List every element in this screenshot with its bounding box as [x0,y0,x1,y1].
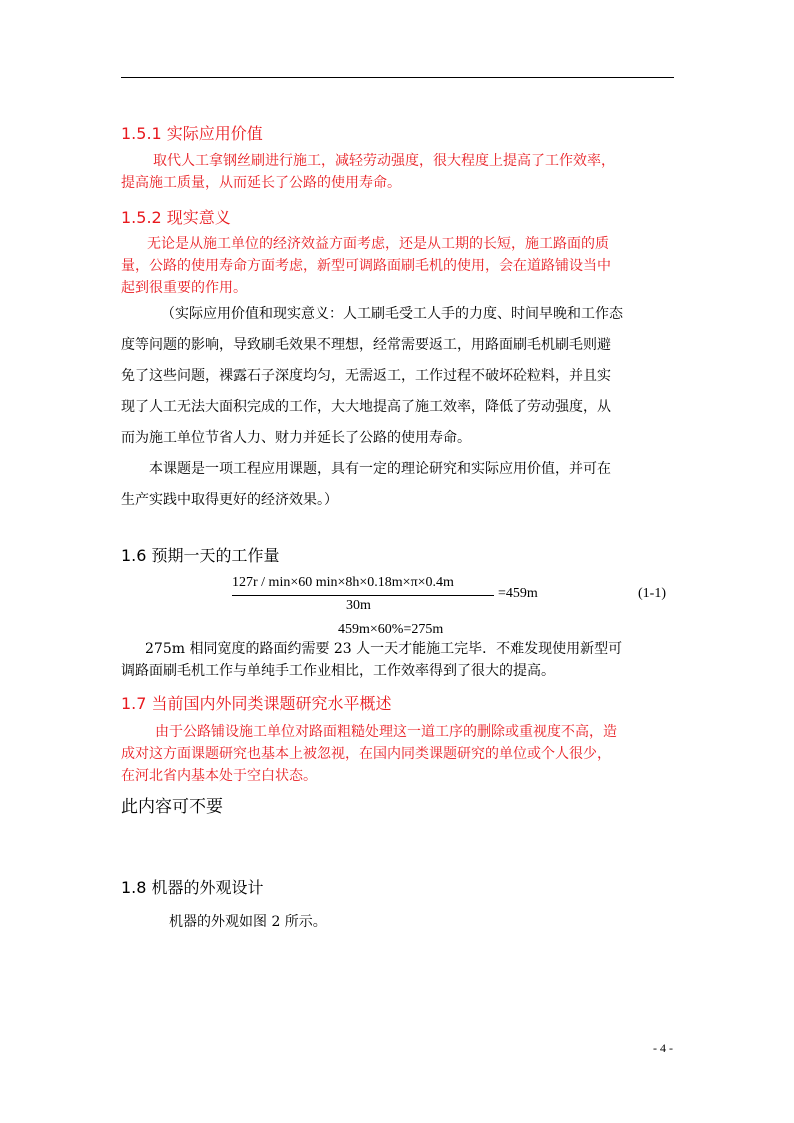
equation-result: =459m [498,586,538,601]
paragraph-note-2 [121,454,674,516]
fraction-bar [232,595,494,596]
paragraph-line: （实际应用价值和现实意义：人工刷毛受工人手的力度、时间早晚和工作态 [161,306,623,322]
paragraph-line: 取代人工拿钢丝刷进行施工，减轻劳动强度，很大程度上提高了工作效率， [153,153,615,169]
paragraph-line: 成对这方面课题研究也基本上被忽视，在国内同类课题研究的单位或个人很少， [121,746,611,762]
paragraph-real-significance [121,233,674,299]
paragraph-practical-value [121,150,674,194]
page-number: - 4 - [653,1041,673,1055]
paragraph-line: 本课题是一项工程应用课题，具有一定的理论研究和实际应用价值，并可在 [149,461,611,477]
paragraph-line: 由于公路铺设施工单位对路面粗糙处理这一道工序的删除或重视度不高，造 [155,724,617,740]
paragraph-line: 起到很重要的作用。 [121,280,247,296]
section-heading-1-6: 1.6 预期一天的工作量 [121,546,280,565]
paragraph-appearance: 机器的外观如图 2 所示。 [169,914,327,930]
paragraph-line: 在河北省内基本处于空白状态。 [121,768,317,784]
equation-numerator: 127r / min×60 min×8h×0.18m×π×0.4m [232,575,454,590]
paragraph-line: 度等问题的影响，导致刷毛效果不理想，经常需要返工，用路面刷毛机刷毛则避 [121,337,611,353]
equation-denominator: 30m [346,598,371,613]
equation-number: (1-1) [638,586,666,601]
section-heading-1-5-1: 1.5.1 实际应用价值 [121,124,263,143]
paragraph-line: 275m 相同宽度的路面约需要 23 人一天才能施工完毕．不难发现使用新型可 [145,641,623,657]
remark-text: 此内容可不要 [121,797,223,817]
section-heading-1-8: 1.8 机器的外观设计 [121,878,264,897]
section-heading-1-5-2: 1.5.2 现实意义 [121,208,231,227]
paragraph-line: 量，公路的使用寿命方面考虑，新型可调路面刷毛机的使用，会在道路铺设当中 [121,258,611,274]
paragraph-line: 提高施工质量，从而延长了公路的使用寿命。 [121,175,401,191]
paragraph-line: 现了人工无法大面积完成的工作，大大地提高了施工效率，降低了劳动强度，从 [121,399,611,415]
paragraph-line: 调路面刷毛机工作与单纯手工作业相比，工作效率得到了很大的提高。 [121,663,555,679]
paragraph-line: 而为施工单位节省人力、财力并延长了公路的使用寿命。 [121,430,471,446]
paragraph-line: 免了这些问题，裸露石子深度均匀，无需返工，工作过程不破坏砼粒料，并且实 [121,368,611,384]
paragraph-daily-workload [121,638,674,682]
section-heading-1-7: 1.7 当前国内外同类课题研究水平概述 [121,694,392,713]
equation-percentage: 459m×60%=275m [338,622,444,637]
paragraph-note [121,299,674,454]
header-rule [121,77,674,78]
paragraph-research-status [121,721,674,787]
paragraph-line: 生产实践中取得更好的经济效果。） [121,492,338,508]
paragraph-line: 无论是从施工单位的经济效益方面考虑，还是从工期的长短，施工路面的质 [147,236,609,252]
